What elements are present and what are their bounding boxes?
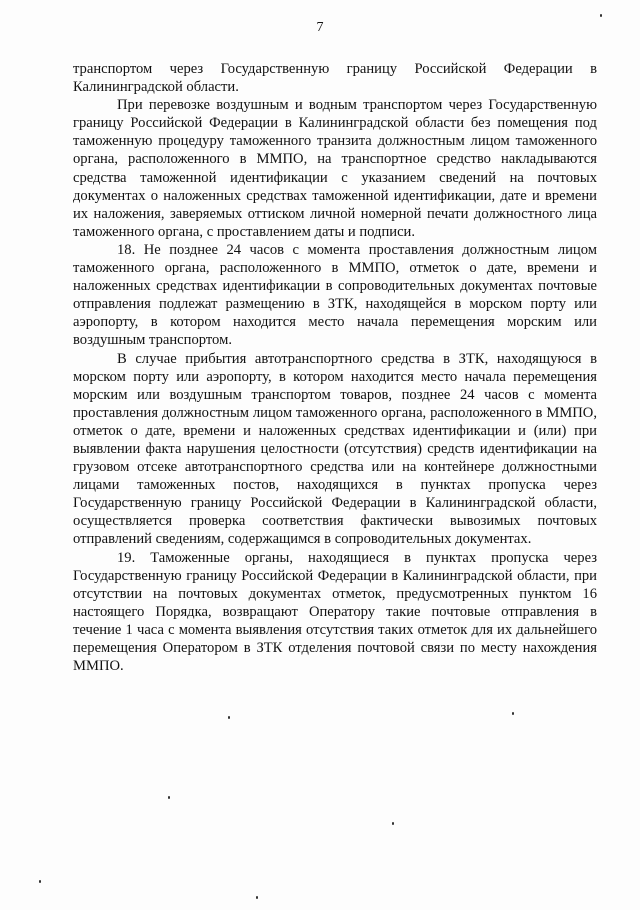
scan-speck xyxy=(512,712,514,715)
scan-speck xyxy=(168,796,170,799)
scan-speck xyxy=(600,14,602,17)
paragraph-clause-18: 18. Не позднее 24 часов с момента проставления должностным лицом таможенного органа, расположенного в ММПО, отметок о дате, времени и наложенных средствах идентификации в сопроводительных документах почтовые отправления подлежат размещению в ЗТК, находящейся в морском порту или аэропорту, в котором находится место начала перемещения морским или воздушным транспортом. xyxy=(73,241,597,349)
paragraph-clause-19: 19. Таможенные органы, находящиеся в пунктах пропуска через Государственную границу Российской Федерации в Калининградской области, при отсутствии на почтовых документах отметок, предусмотренных пунктом 16 настоящего Порядка, возвращают Оператору такие почтовые отправления в течение 1 часа с момента выявления отсутствия таких отметок для их дальнейшего перемещения Оператором в ЗТК отделения почтовой связи по месту нахождения ММПО. xyxy=(73,549,597,675)
document-body xyxy=(73,60,597,675)
scan-speck xyxy=(228,716,230,719)
paragraph-air-water-transport: При перевозке воздушным и водным транспортом через Государственную границу Российской Федерации в Калининградской области без помещения под таможенную процедуру таможенного транзита должностным лицом таможенного органа, расположенного в ММПО, на транспортное средство накладываются средства таможенной идентификации с указанием сведений на почтовых документах о наложенных средствах таможенной идентификации, дате и времени их наложения, заверяемых оттиском личной номерной печати должностного лица таможенного органа, с проставлением даты и подписи. xyxy=(73,97,597,240)
paragraph-vehicle-arrival: В случае прибытия автотранспортного средства в ЗТК, находящуюся в морском порту или аэропорту, в котором находится место начала перемещения морским или воздушным транспортом товаров, позднее 24 часов с момента проставления должностным лицом таможенного органа, расположенного в ММПО, отметок о дате, времени и наложенных средствах идентификации и (или) при выявлении факта нарушения целостности (отсутствия) средств идентификации на грузовом отсеке автотранспортного средства или на контейнере должностными лицами таможенных постов, находящихся в пунктах пропуска через Государственную границу Российской Федерации в Калининградской области, осуществляется проверка соответствия фактически вывозимых почтовых отправлений сведениям, содержащимся в сопроводительных документах. xyxy=(73,350,597,548)
page-number: 7 xyxy=(316,20,324,35)
scan-speck xyxy=(256,896,258,899)
paragraph-continuation: транспортом через Государственную границу Российской Федерации в Калининградской области. xyxy=(73,61,597,96)
scan-speck xyxy=(39,880,41,883)
scan-speck xyxy=(392,822,394,825)
